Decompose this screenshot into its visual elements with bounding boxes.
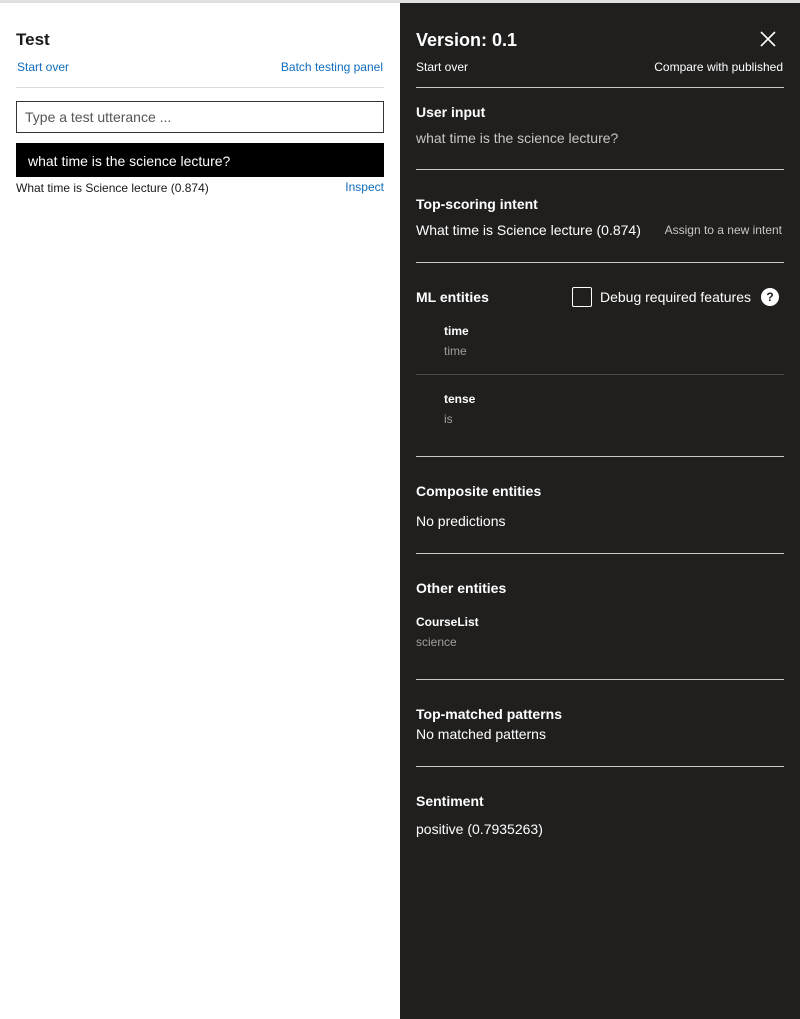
assign-new-intent-button[interactable]: Assign to a new intent: [664, 223, 782, 237]
user-input-value: what time is the science lecture?: [416, 130, 619, 146]
top-matched-patterns-heading: Top-matched patterns: [416, 706, 562, 722]
test-panel: [0, 3, 400, 1019]
start-over-link[interactable]: Start over: [17, 60, 70, 74]
debug-required-features-label: Debug required features: [600, 289, 751, 305]
batch-testing-panel-link[interactable]: Batch testing panel: [280, 60, 383, 74]
close-icon-glyph: [758, 29, 778, 49]
other-entity-name: CourseList: [416, 615, 479, 629]
debug-required-features-toggle: [572, 287, 779, 307]
other-entity-value: science: [416, 635, 457, 649]
divider: [416, 169, 784, 170]
ml-entities-heading: ML entities: [416, 289, 489, 305]
top-intent-result: What time is Science lecture (0.874): [16, 181, 209, 195]
sentiment-value: positive (0.7935263): [416, 821, 543, 837]
divider: [416, 553, 784, 554]
other-entities-heading: Other entities: [416, 580, 507, 596]
top-intent-value: What time is Science lecture (0.874): [416, 222, 641, 238]
divider: [416, 766, 784, 767]
inspect-panel: [400, 3, 800, 1019]
close-icon[interactable]: [758, 29, 778, 49]
inspect-link[interactable]: Inspect: [345, 180, 384, 194]
ml-entity-value: time: [444, 344, 467, 358]
top-intent-heading: Top-scoring intent: [416, 196, 538, 212]
test-panel-title: Test: [16, 30, 50, 49]
version-title: Version: 0.1: [416, 30, 518, 50]
ml-entity-name: time: [444, 324, 469, 338]
debug-required-features-checkbox[interactable]: [572, 287, 592, 307]
composite-entities-value: No predictions: [416, 513, 506, 529]
test-utterance-input[interactable]: [16, 101, 384, 133]
inspect-start-over-button[interactable]: Start over: [416, 60, 469, 74]
compare-with-published-button[interactable]: Compare with published: [654, 60, 783, 74]
user-input-heading: User input: [416, 104, 486, 120]
divider: [416, 456, 784, 457]
divider: [416, 262, 784, 263]
divider: [416, 87, 784, 88]
divider: [416, 679, 784, 680]
top-matched-patterns-value: No matched patterns: [416, 726, 546, 742]
ml-entity-value: is: [444, 412, 453, 426]
composite-entities-heading: Composite entities: [416, 483, 542, 499]
question-circle-icon[interactable]: ?: [761, 288, 779, 306]
divider: [16, 87, 384, 88]
ml-entity-name: tense: [444, 392, 476, 406]
tested-utterance-row[interactable]: what time is the science lecture?: [16, 143, 384, 177]
sentiment-heading: Sentiment: [416, 793, 484, 809]
entity-divider: [416, 374, 784, 375]
